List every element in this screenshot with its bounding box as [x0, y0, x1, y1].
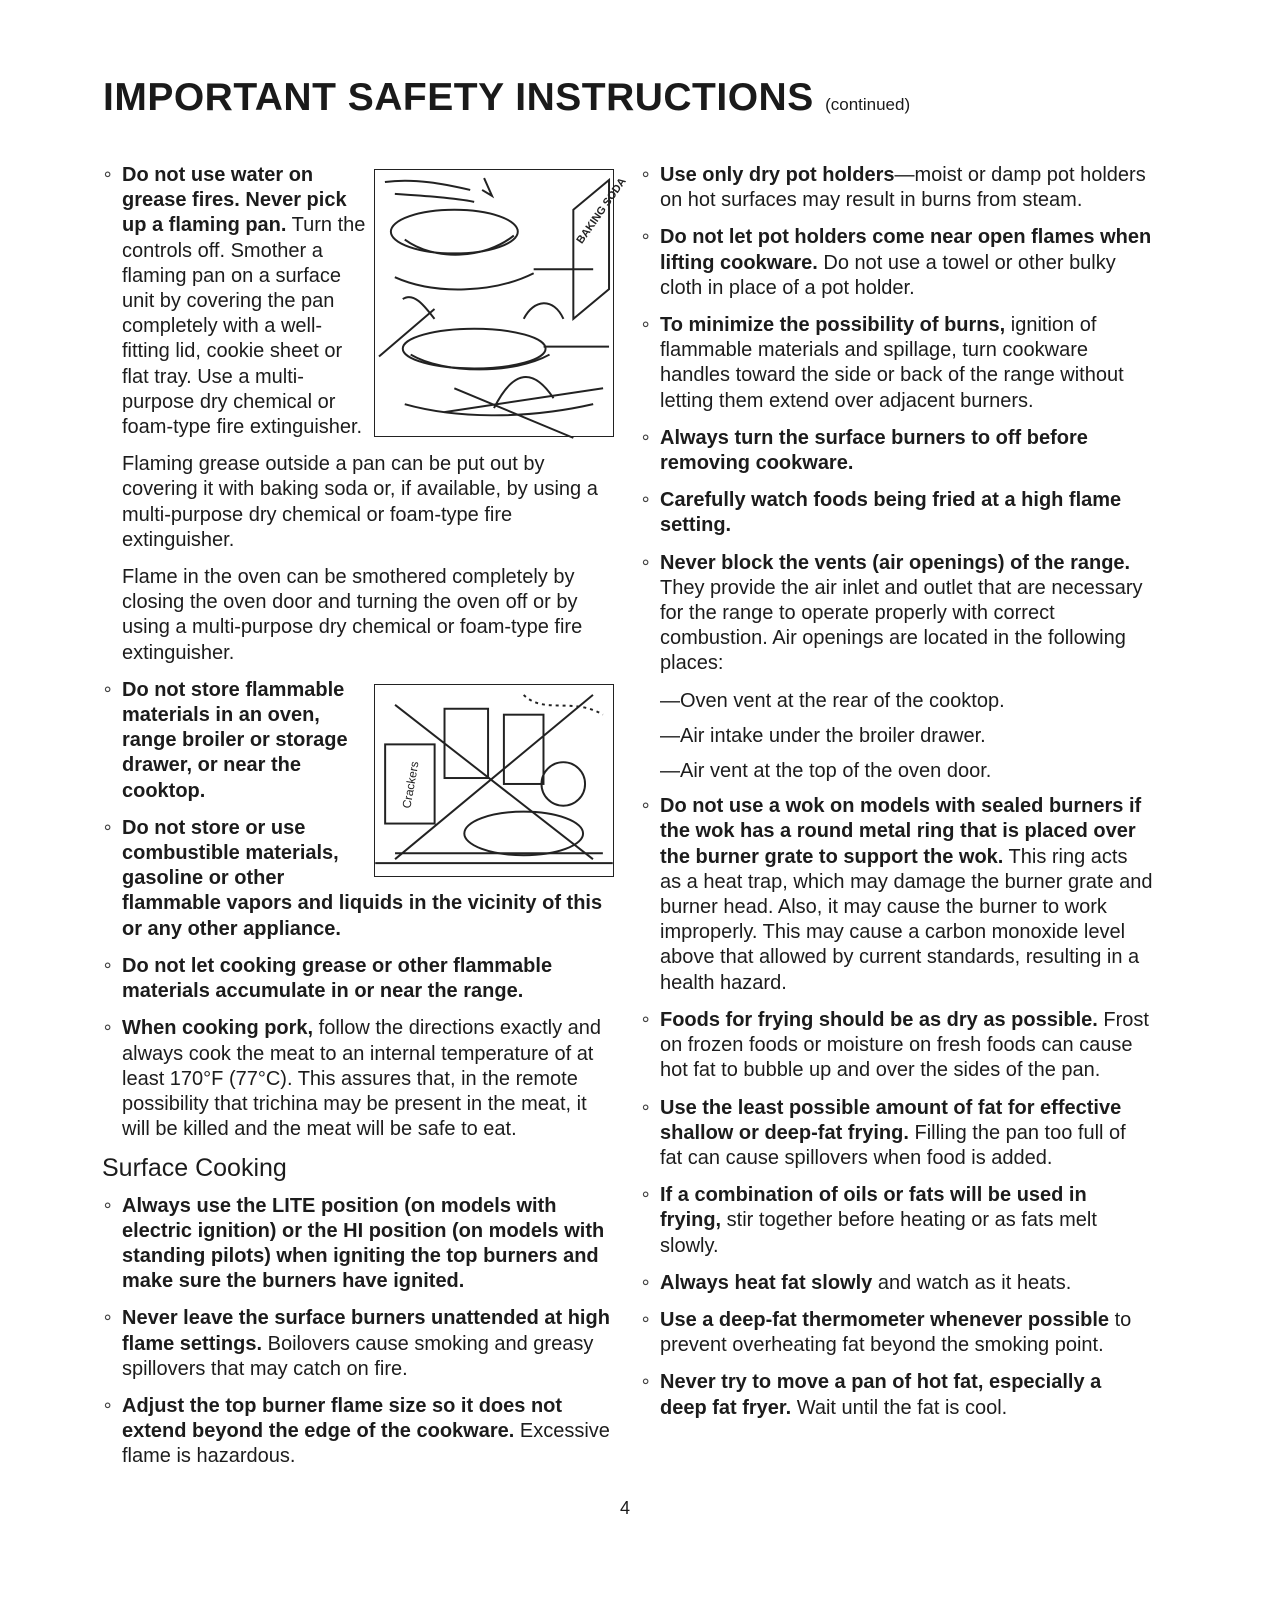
list-item-adjust-flame	[102, 1394, 614, 1470]
minimize-burns-text: ignition of flammable materials and spillage, turn cookware handles toward the side or back of the range without letting them extend over adjacent burners.	[660, 314, 1124, 412]
left-column	[102, 163, 629, 1482]
list-item-watch-fried	[640, 488, 1153, 538]
wok-text: This ring acts as a heat trap, which may damage the burner grate and burner head. Also, it may cause the burner to work improperly. This may cause a carbon monoxide level above that allowed by current standards, resulting in a health hazard.	[660, 845, 1153, 994]
pork-bold: When cooking pork,	[122, 1017, 314, 1040]
heat-slowly-text: and watch as it heats.	[872, 1271, 1072, 1294]
list-item-no-store-combustible	[102, 816, 614, 942]
list-item-hot-fat	[640, 1370, 1153, 1420]
baking-soda-label: ∘ BAKING SODA	[574, 175, 629, 247]
combination-text: stir together before heating or as fats melt slowly.	[660, 1209, 1097, 1257]
heat-slowly-bold: Always heat fat slowly	[660, 1271, 873, 1294]
surface-cooking-heading: Surface Cooking	[102, 1154, 287, 1183]
vents-text: They provide the air inlet and outlet that are necessary for the range to operate properly with correct combustion. Air openings are located in the following places:	[660, 576, 1143, 675]
pot-holders-bold: Use only dry pot holders	[660, 164, 895, 186]
no-store-combustible-bold: Do not store or use combustible materials, gasoline or other flammable vapors and liquids in the vicinity of this or any other appliance.	[122, 816, 603, 940]
title-text: IMPORTANT SAFETY INSTRUCTIONS	[103, 76, 814, 119]
vent-location-3: —Air vent at the top of the oven door.	[660, 760, 992, 783]
dry-foods-text: Frost on frozen foods or moisture on fresh foods can cause hot fat to bubble up and over the sides of the pan.	[660, 1008, 1149, 1082]
list-item-heat-slowly	[640, 1271, 1153, 1296]
turn-off-bold: Always turn the surface burners to off before removing cookware.	[660, 426, 1088, 475]
list-item-minimize-burns	[640, 313, 1153, 414]
hot-fat-text: Wait until the fat is cool.	[791, 1396, 1008, 1419]
right-column	[640, 163, 1153, 1433]
thermometer-bold: Use a deep-fat thermometer whenever possible	[660, 1308, 1110, 1331]
grease-fires-text: Turn the controls off. Smother a flaming pan on a surface unit by covering the pan completely with a well-fitting lid, cookie sheet or flat tray. Use a multi-purpose dry chemical or foam-type fire extinguisher.	[122, 214, 366, 439]
grease-fire-drawing	[375, 170, 629, 436]
list-item-turn-off	[640, 426, 1153, 476]
never-leave-bold: Never leave the surface burners unattended at high flame settings.	[122, 1307, 610, 1355]
crackers-label: ∘ Crackers	[399, 760, 422, 810]
adjust-flame-bold: Adjust the top burner flame size so it does not extend beyond the edge of the cookware.	[122, 1394, 563, 1443]
list-item-thermometer	[640, 1308, 1153, 1358]
list-item-never-leave	[102, 1306, 614, 1382]
list-item-pot-holders-flames	[640, 225, 1153, 301]
vent-location-2: —Air intake under the broiler drawer.	[660, 724, 986, 747]
no-grease-accumulate-bold: Do not let cooking grease or other flammable materials accumulate in or near the range.	[122, 954, 553, 1003]
list-item-least-fat	[640, 1096, 1153, 1172]
dry-foods-bold: Foods for frying should be as dry as possible.	[660, 1008, 1098, 1031]
list-item-grease-fires	[102, 163, 629, 440]
grease-fires-bold: Do not use water on grease fires. Never pick up a flaming pan.	[122, 164, 347, 237]
list-item-vents	[640, 551, 1153, 677]
adjust-flame-text: Excessive flame is hazardous.	[122, 1420, 610, 1468]
list-item-dry-foods	[640, 1008, 1153, 1084]
title-suffix: (continued)	[825, 95, 911, 114]
vents-bold: Never block the vents (air openings) of the range.	[660, 551, 1131, 574]
grease-fire-illustration	[374, 169, 629, 437]
page-number: 4	[620, 1498, 631, 1518]
list-item-pot-holders	[640, 163, 1153, 213]
no-store-flammable-bold: Do not store flammable materials in an oven, range broiler or storage drawer, or near the cooktop.	[122, 678, 348, 802]
oven-flame-text: Flame in the oven can be smothered completely by closing the oven door and turning the oven off or by using a multi-purpose dry chemical or foam-type fire extinguisher.	[122, 566, 583, 664]
minimize-burns-bold: To minimize the possibility of burns,	[660, 314, 1006, 337]
pot-holders-text: —moist or damp pot holders on hot surfaces may result in burns from steam.	[660, 164, 1146, 212]
list-item-no-store-flammable	[102, 678, 614, 810]
page-title	[103, 76, 910, 120]
pot-holders-flames-text: Do not use a towel or other bulky cloth in place of a pot holder.	[660, 251, 1116, 299]
wok-bold: Do not use a wok on models with sealed burners if the wok has a round metal ring that is placed over the burner grate to support the wok.	[660, 795, 1142, 868]
pot-holders-flames-bold: Do not let pot holders come near open flames when lifting cookware.	[660, 226, 1152, 274]
least-fat-bold: Use the least possible amount of fat for effective shallow or deep-fat frying.	[660, 1096, 1122, 1144]
list-item-pork	[102, 1016, 614, 1142]
hot-fat-bold: Never try to move a pan of hot fat, especially a deep fat fryer.	[660, 1371, 1102, 1419]
list-item-no-grease-accumulate	[102, 954, 614, 1004]
vent-location-1: —Oven vent at the rear of the cooktop.	[660, 689, 1005, 712]
combination-bold: If a combination of oils or fats will be used in frying,	[660, 1184, 1087, 1232]
list-item-lite-position	[102, 1194, 614, 1295]
lite-position-bold: Always use the LITE position (on models with electric ignition) or the HI position (on models with standing pilots) when igniting the top burners and make sure the burners have ignited.	[122, 1194, 605, 1293]
watch-fried-bold: Carefully watch foods being fried at a high flame setting.	[660, 489, 1122, 537]
never-leave-text: Boilovers cause smoking and greasy spillovers that may catch on fire.	[122, 1332, 594, 1380]
pork-text: follow the directions exactly and always cook the meat to an internal temperature of at least 170°F (77°C). This assures that, in the remote possibility that trichina may be present in the meat, it will be killed and the meat will be safe to eat.	[122, 1017, 602, 1141]
least-fat-text: Filling the pan too full of fat can cause spillovers when food is added.	[660, 1121, 1126, 1169]
list-item-wok	[640, 794, 1153, 996]
list-item-combination	[640, 1183, 1153, 1259]
grease-outside-pan-text: Flaming grease outside a pan can be put out by covering it with baking soda or, if available, by using a multi-purpose dry chemical or foam-type fire extinguisher.	[122, 453, 598, 551]
thermometer-text: to prevent overheating fat beyond the smoking point.	[660, 1308, 1132, 1357]
